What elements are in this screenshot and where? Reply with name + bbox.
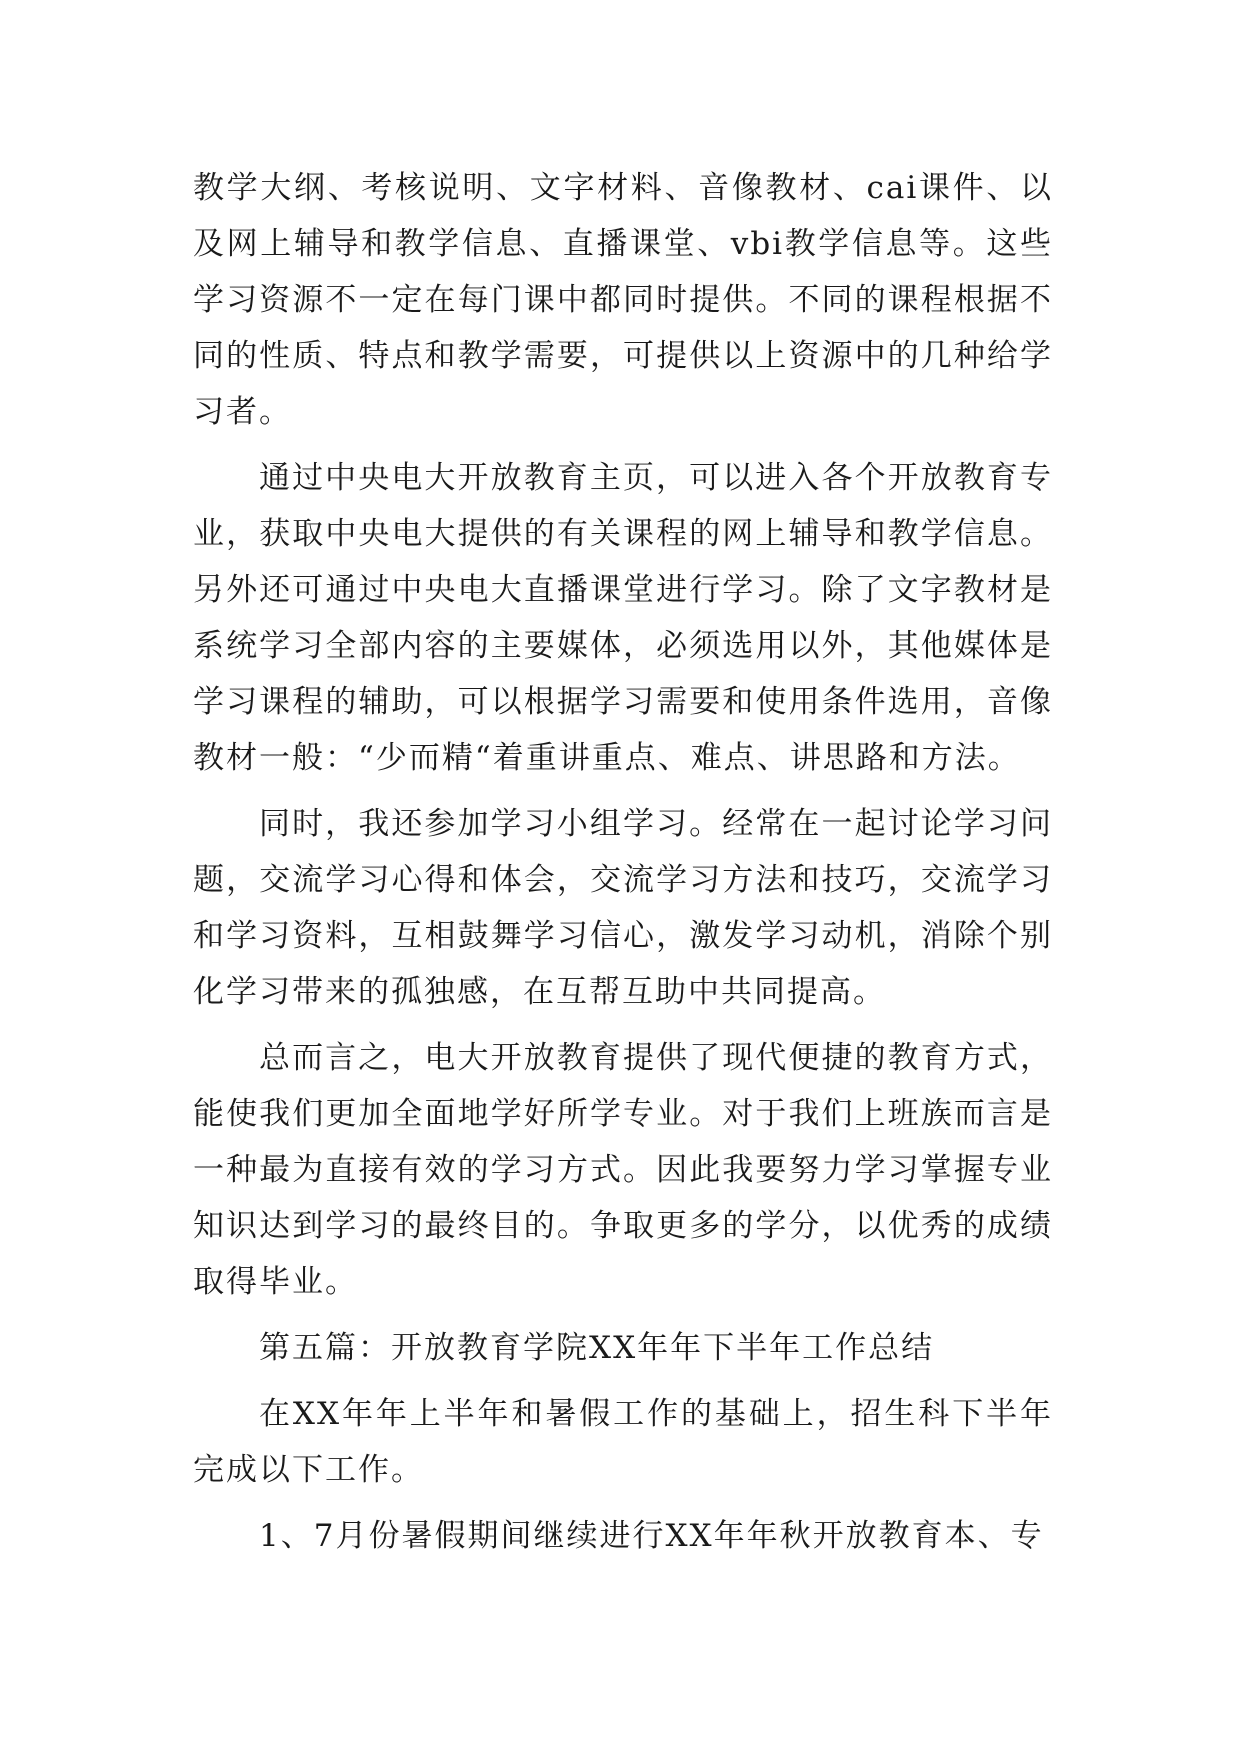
paragraph-open-education-homepage: 通过中央电大开放教育主页，可以进入各个开放教育专业，获取中央电大提供的有关课程的网上辅导和教学信息。另外还可通过中央电大直播课堂进行学习。除了文字教材是系统学习全部内容的主要媒体，必须选用以外，其他媒体是学习课程的辅助，可以根据学习需要和使用条件选用，音像教材一般：“少而精“着重讲重点、难点、讲思路和方法。 xyxy=(193,460,1053,776)
section-title: 第五篇：开放教育学院XX年年下半年工作总结 xyxy=(259,1330,935,1366)
paragraph-work-intro: 在XX年年上半年和暑假工作的基础上，招生科下半年完成以下工作。 xyxy=(193,1396,1053,1488)
paragraph-learning-resources: 教学大纲、考核说明、文字材料、音像教材、cai课件、以及网上辅导和教学信息、直播课堂、vbi教学信息等。这些学习资源不一定在每门课中都同时提供。不同的课程根据不同的性质、特点和教学需要，可提供以上资源中的几种给学习者。 xyxy=(193,170,1053,430)
paragraph-study-group: 同时，我还参加学习小组学习。经常在一起讨论学习问题，交流学习心得和体会，交流学习方法和技巧，交流学习和学习资料，互相鼓舞学习信心，激发学习动机，消除个别化学习带来的孤独感，在互帮互助中共同提高。 xyxy=(193,806,1053,1010)
paragraph-item-1: 1、7月份暑假期间继续进行XX年年秋开放教育本、专 xyxy=(259,1518,1044,1554)
paragraph-conclusion: 总而言之，电大开放教育提供了现代便捷的教育方式，能使我们更加全面地学好所学专业。对于我们上班族而言是一种最为直接有效的学习方式。因此我要努力学习掌握专业知识达到学习的最终目的。争取更多的学分，以优秀的成绩取得毕业。 xyxy=(193,1040,1053,1300)
document-body xyxy=(193,160,1053,1574)
